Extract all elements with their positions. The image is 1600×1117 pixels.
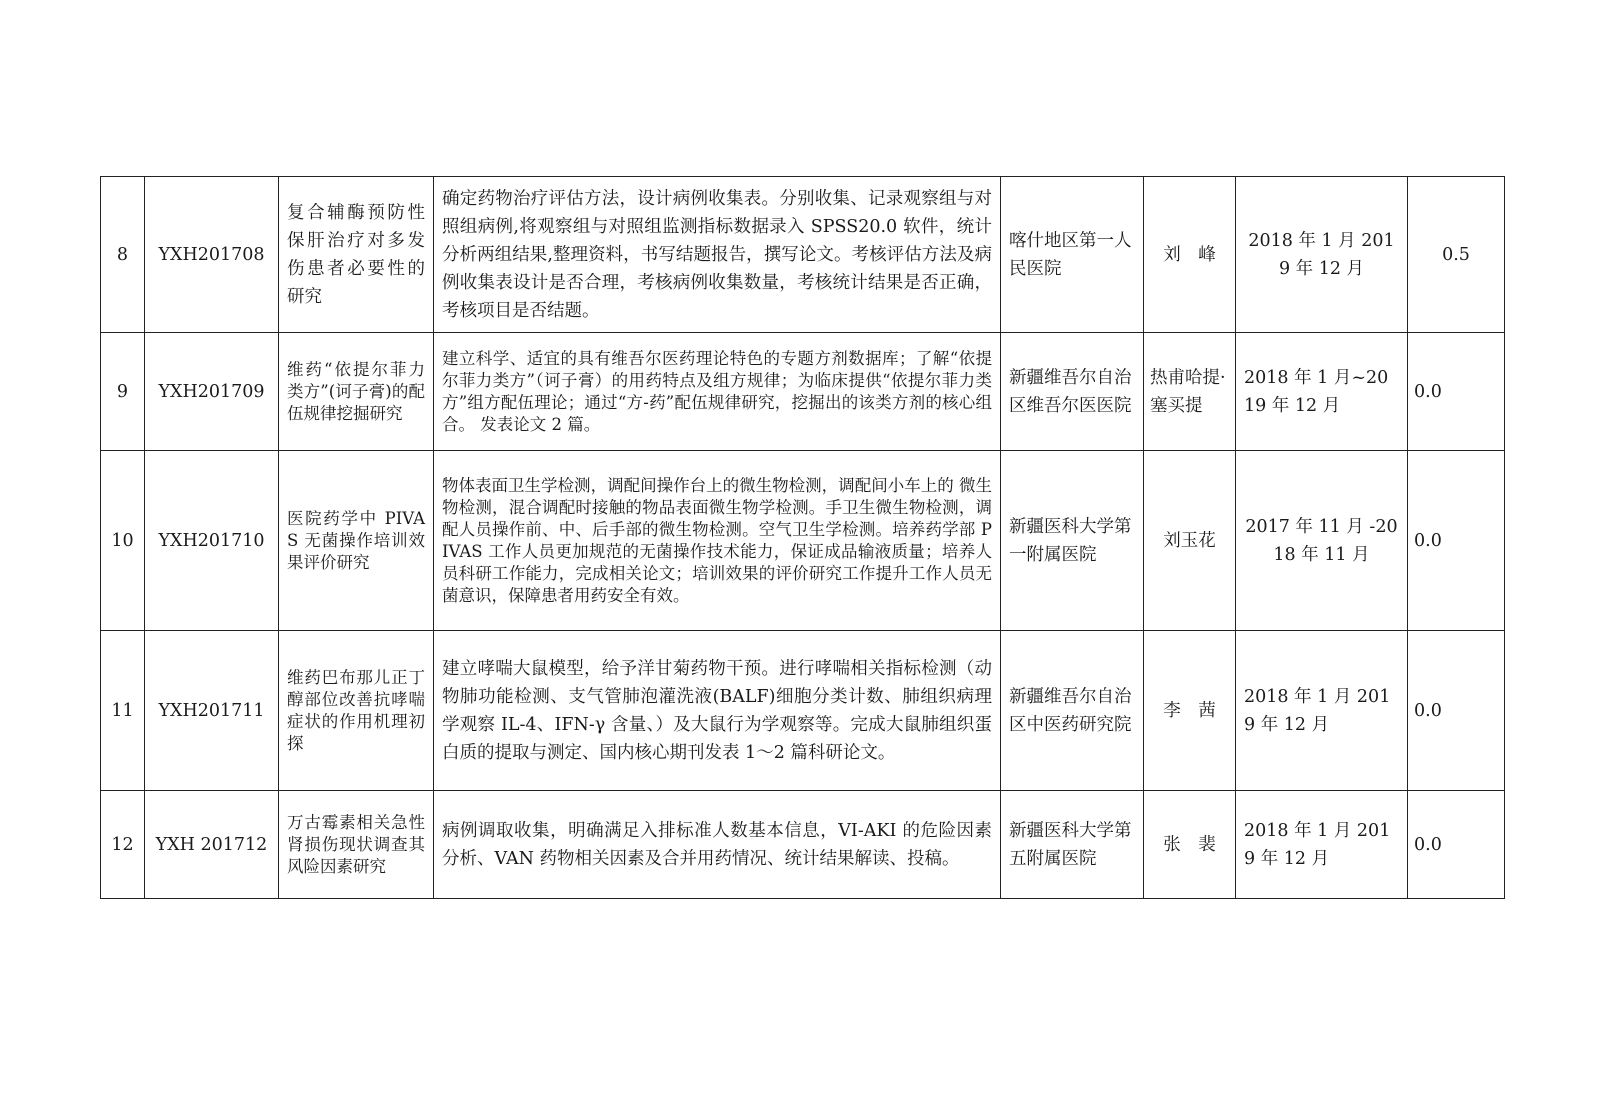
row-number: 9	[101, 333, 145, 451]
row-number: 11	[101, 631, 145, 791]
project-title: 医院药学中 PIVAS 无菌操作培训效果评价研究	[279, 451, 434, 631]
project-code: YXH201709	[145, 333, 279, 451]
project-unit: 新疆医科大学第一附属医院	[1001, 451, 1144, 631]
project-funding: 0.0	[1408, 451, 1505, 631]
project-period: 2018 年 1 月 2019 年 12 月	[1236, 791, 1408, 899]
project-content: 病例调取收集，明确满足入排标准人数基本信息，VI-AKI 的危险因素分析、VAN 药物相关因素及合并用药情况、统计结果解读、投稿。	[434, 791, 1001, 899]
table-row	[101, 791, 1505, 899]
project-leader: 刘 峰	[1144, 177, 1236, 333]
project-leader: 张 裴	[1144, 791, 1236, 899]
project-code: YXH201711	[145, 631, 279, 791]
table-row	[101, 333, 1505, 451]
table-row	[101, 177, 1505, 333]
project-period: 2018 年 1 月~2019 年 12 月	[1236, 333, 1408, 451]
project-unit: 新疆医科大学第五附属医院	[1001, 791, 1144, 899]
project-content: 建立哮喘大鼠模型，给予洋甘菊药物干预。进行哮喘相关指标检测（动物肺功能检测、支气管肺泡灌洗液(BALF)细胞分类计数、肺组织病理学观察 IL-4、IFN-γ 含量、）及大鼠行为学观察等。完成大鼠肺组织蛋白质的提取与测定、国内核心期刊发表 1～2 篇科研论文。	[434, 631, 1001, 791]
project-funding: 0.5	[1408, 177, 1505, 333]
project-funding: 0.0	[1408, 791, 1505, 899]
project-code: YXH201710	[145, 451, 279, 631]
project-title: 复合辅酶预防性保肝治疗对多发伤患者必要性的研究	[279, 177, 434, 333]
project-leader: 热甫哈提·塞买提	[1144, 333, 1236, 451]
project-code: YXH201708	[145, 177, 279, 333]
project-code: YXH 201712	[145, 791, 279, 899]
row-number: 10	[101, 451, 145, 631]
project-leader: 李 茜	[1144, 631, 1236, 791]
project-leader: 刘玉花	[1144, 451, 1236, 631]
project-table	[100, 176, 1505, 899]
row-number: 12	[101, 791, 145, 899]
project-funding: 0.0	[1408, 631, 1505, 791]
project-period: 2018 年 1 月 2019 年 12 月	[1236, 177, 1408, 333]
project-title: 万古霉素相关急性肾损伤现状调查其风险因素研究	[279, 791, 434, 899]
project-unit: 新疆维吾尔自治区维吾尔医医院	[1001, 333, 1144, 451]
project-period: 2017 年 11 月 -2018 年 11 月	[1236, 451, 1408, 631]
project-funding: 0.0	[1408, 333, 1505, 451]
project-content: 物体表面卫生学检测，调配间操作台上的微生物检测，调配间小车上的 微生物检测，混合调配时接触的物品表面微生物学检测。手卫生微生物检测，调配人员操作前、中、后手部的微生物检测。空气卫生学检测。培养药学部 PIVAS 工作人员更加规范的无菌操作技术能力，保证成品输液质量；培养人员科研工作能力，完成相关论文；培训效果的评价研究工作提升工作人员无菌意识，保障患者用药安全有效。	[434, 451, 1001, 631]
project-unit: 新疆维吾尔自治区中医药研究院	[1001, 631, 1144, 791]
project-period: 2018 年 1 月 2019 年 12 月	[1236, 631, 1408, 791]
row-number: 8	[101, 177, 145, 333]
table-row	[101, 451, 1505, 631]
project-content: 确定药物治疗评估方法，设计病例收集表。分别收集、记录观察组与对照组病例,将观察组与对照组监测指标数据录入 SPSS20.0 软件，统计分析两组结果,整理资料，书写结题报告，撰写论文。考核评估方法及病例收集表设计是否合理，考核病例收集数量，考核统计结果是否正确，考核项目是否结题。	[434, 177, 1001, 333]
project-title: 维药“依提尔菲力类方”(诃子膏)的配伍规律挖掘研究	[279, 333, 434, 451]
project-title: 维药巴布那儿正丁醇部位改善抗哮喘症状的作用机理初探	[279, 631, 434, 791]
table-row	[101, 631, 1505, 791]
project-content: 建立科学、适宜的具有维吾尔医药理论特色的专题方剂数据库；了解“依提尔菲力类方”（诃子膏）的用药特点及组方规律；为临床提供“依提尔菲力类方”组方配伍理论；通过“方-药”配伍规律研究，挖掘出的该类方剂的核心组合。 发表论文 2 篇。	[434, 333, 1001, 451]
project-unit: 喀什地区第一人民医院	[1001, 177, 1144, 333]
